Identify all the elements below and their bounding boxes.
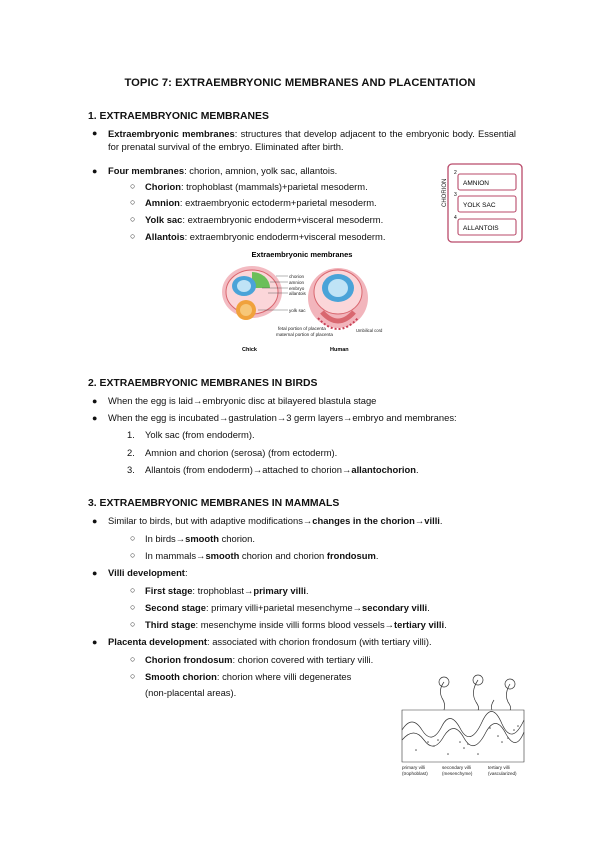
bullet-dot: ● — [92, 568, 98, 578]
s1-item-amnion: Amnion: extraembryonic ectoderm+parietal mesoderm. — [145, 197, 377, 208]
bullet-dot: ● — [92, 166, 98, 176]
villi-label-primary: primary villi — [402, 765, 425, 770]
villi-sublabel-secondary: (mesenchyme) — [442, 771, 473, 776]
s2-bullet-egg-incubated: When the egg is incubated→gastrulation→3 germ layers→embryo and membranes: — [108, 412, 457, 423]
yolk-sac-box-label: YOLK SAC — [463, 202, 496, 209]
definition: : chorion, amnion, yolk sac, allantois. — [184, 165, 338, 176]
page-title: TOPIC 7: EXTRAEMBRYONIC MEMBRANES AND PLACENTATION — [124, 77, 476, 89]
extraembryonic-membranes-figure — [218, 248, 386, 358]
bullet-circle: ○ — [130, 585, 136, 595]
label-embryo: embryo — [289, 286, 305, 291]
bullet-circle: ○ — [130, 619, 136, 629]
s3-villi-second: Second stage: primary villi+parietal mesenchyme→secondary villi. — [145, 602, 430, 613]
label-allantois: allantois — [289, 291, 306, 296]
bullet-dot: ● — [92, 413, 98, 423]
s2-list-num: 1. — [127, 429, 135, 440]
villi-label-secondary: secondary villi — [442, 765, 471, 770]
section-1-heading: 1. EXTRAEMBRYONIC MEMBRANES — [88, 111, 269, 122]
bullet-circle: ○ — [130, 197, 136, 207]
bullet-dot: ● — [92, 637, 98, 647]
bullet-circle: ○ — [130, 550, 136, 560]
chorion-box-diagram — [440, 163, 524, 245]
human-diagram — [308, 268, 368, 329]
definition: : structures that develop adjacent to the embryonic body. Essential for prenatal survival of the embryo. Eliminated after birth. — [108, 128, 517, 152]
s2-list-num: 2. — [127, 447, 135, 458]
term: Extraembryonic membranes — [108, 128, 235, 139]
s2-list-amnion-chorion: Amnion and chorion (serosa) (from ectoderm). — [145, 447, 338, 458]
allantois-box-label: ALLANTOIS — [463, 225, 499, 232]
bullet-dot: ● — [92, 396, 98, 406]
chorion-side-label: CHORION — [442, 178, 448, 207]
s2-bullet-egg-laid: When the egg is laid→embryonic disc at bilayered blastula stage — [108, 395, 377, 406]
s3-sub-frondosum: Chorion frondosum: chorion covered with tertiary villi. — [145, 654, 374, 665]
bullet-circle: ○ — [130, 533, 136, 543]
s2-list-allantois: Allantois (from endoderm)→attached to chorion→allantochorion. — [145, 464, 419, 475]
s1-bullet-extraembryonic — [108, 127, 516, 153]
bullet-circle: ○ — [130, 602, 136, 612]
section-3-heading: 3. EXTRAEMBRYONIC MEMBRANES IN MAMMALS — [88, 498, 340, 509]
num-label: 2 — [454, 170, 457, 176]
s3-sub-smooth-chorion-cont: (non-placental areas). — [145, 687, 237, 698]
s3-sub-birds: In birds→smooth chorion. — [145, 533, 255, 544]
s1-item-yolk-sac: Yolk sac: extraembryonic endoderm+visceral mesoderm. — [145, 214, 384, 225]
bullet-circle: ○ — [130, 231, 136, 241]
caption-chick: Chick — [242, 347, 257, 353]
section-2-heading: 2. EXTRAEMBRYONIC MEMBRANES IN BIRDS — [88, 378, 318, 389]
label-umbilical-cord: Umbilical cord — [356, 328, 383, 333]
bullet-circle: ○ — [130, 654, 136, 664]
bullet-circle: ○ — [130, 181, 136, 191]
s3-bullet-placenta: Placenta development: associated with chorion frondosum (with tertiary villi). — [108, 636, 432, 647]
num-label: 4 — [454, 215, 457, 221]
bullet-dot: ● — [92, 516, 98, 526]
s2-list-yolk-sac: Yolk sac (from endoderm). — [145, 429, 255, 440]
s2-list-num: 3. — [127, 464, 135, 475]
label-fetal-placenta: fetal portion of placenta — [278, 326, 326, 331]
villi-sublabel-primary: (trophoblast) — [402, 771, 428, 776]
s3-villi-third: Third stage: mesenchyme inside villi forms blood vessels→tertiary villi. — [145, 619, 447, 630]
bullet-circle: ○ — [130, 214, 136, 224]
s3-sub-smooth-chorion: Smooth chorion: chorion where villi degenerates — [145, 671, 352, 682]
label-maternal-placenta: maternal portion of placenta — [276, 332, 333, 337]
label-amnion: amnion — [289, 280, 305, 285]
villi-development-figure — [398, 670, 528, 778]
s3-bullet-similar-birds: Similar to birds, but with adaptive modifications→changes in the chorion→villi. — [108, 515, 443, 526]
s1-item-chorion: Chorion: trophoblast (mammals)+parietal mesoderm. — [145, 181, 368, 192]
label-yolk-sac: yolk sac — [289, 308, 306, 313]
s3-villi-first: First stage: trophoblast→primary villi. — [145, 585, 309, 596]
amnion-box-label: AMNION — [463, 180, 489, 187]
s3-bullet-villi: Villi development: — [108, 567, 188, 578]
label-chorion: chorion — [289, 274, 305, 279]
s1-item-allantois: Allantois: extraembryonic endoderm+visceral mesoderm. — [145, 231, 386, 242]
num-label: 3 — [454, 192, 457, 198]
bullet-circle: ○ — [130, 671, 136, 681]
term: Four membranes — [108, 165, 185, 176]
s3-sub-mammals: In mammals→smooth chorion and chorion frondosum. — [145, 550, 379, 561]
villi-sublabel-tertiary: (vascularized) — [488, 771, 517, 776]
bullet-dot: ● — [92, 128, 98, 138]
villi-label-tertiary: tertiary villi — [488, 765, 510, 770]
figure-title: Extraembryonic membranes — [251, 250, 353, 259]
caption-human: Human — [330, 347, 349, 353]
s1-bullet-four-membranes — [108, 164, 337, 177]
